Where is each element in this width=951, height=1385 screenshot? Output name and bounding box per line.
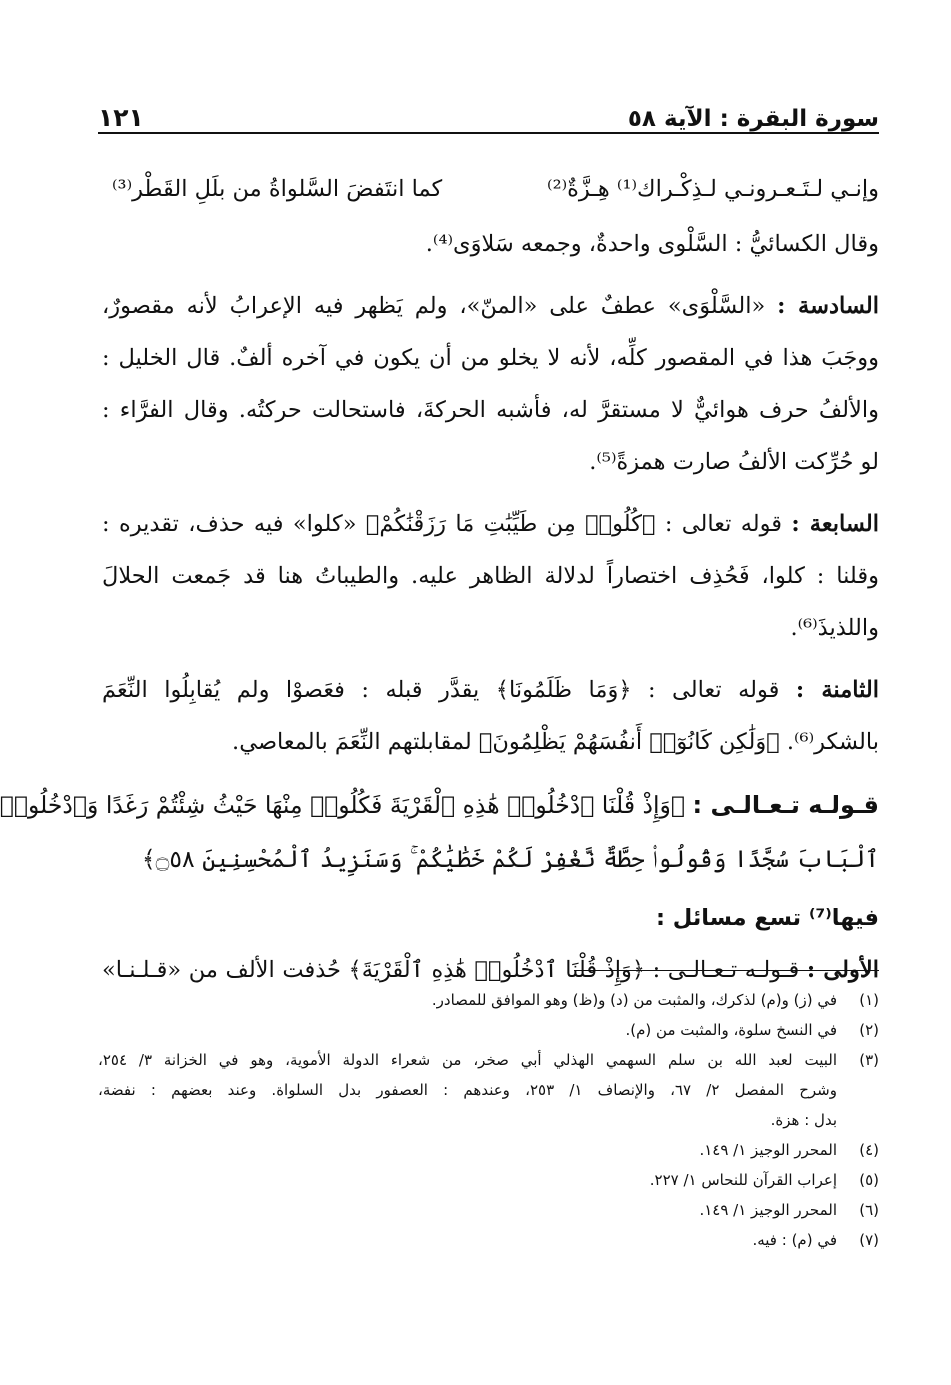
footnote-text: إعراب القرآن للنحاس ١/ ٢٢٧.: [649, 1171, 837, 1189]
surah-verse-title: سورة البقرة : الآية ٥٨: [627, 106, 879, 132]
paragraph-sixth-line: [102, 280, 879, 332]
footnote: [98, 1195, 879, 1225]
footnotes: [98, 985, 879, 1255]
header-divider: [98, 132, 879, 134]
issue-label-sixth: السادسة :: [777, 293, 880, 319]
footnote-number: (٥): [859, 1171, 879, 1189]
text-line: وقلنا : كلوا، فَحُذِف اختصاراً لدلالة الظاهر عليه. والطيباتُ هنا قد جَمعت الحلالَ: [102, 563, 879, 589]
footnote: [98, 985, 879, 1015]
footnote-number: (٢): [859, 1021, 879, 1039]
text-line: قوله تعالى : ﴿وَمَا ظَلَمُونَا﴾ يقدَّر قبله : فعَصوْا ولم يُقابِلُوا النِّعَمَ: [102, 677, 780, 703]
poem-hemistich-second: كما انتَفضَ السَّلواةُ من بلَلِ القَطْر⁽³⁾: [112, 176, 443, 202]
text-line: والألفُ حرف هوائيٌّ لا مستقرَّ له، فأشبه الحركةَ، فاستحالت حركتُه. وقال الفرَّاء :: [102, 397, 879, 423]
text-line: لو حُرِّكت الألفُ صارت همزةً⁽⁵⁾.: [589, 449, 879, 475]
footnote-text: في النسخ سلوة، والمثبت من (م).: [625, 1021, 837, 1039]
page-number: ١٢١: [98, 103, 144, 132]
quran-verse-line-1: [0, 778, 879, 832]
footnote-number: (٤): [859, 1141, 879, 1159]
footnote-text: بدل : هزة.: [770, 1111, 837, 1129]
footnote-number: (١): [859, 991, 879, 1009]
issue-label-eighth: الثامنة :: [795, 677, 880, 703]
text-line: بالشكر⁽⁶⁾. ﴿وَلَٰكِن كَانُوٓا۟ أَنفُسَهُمْ يَظْلِمُونَ﴾ لمقابلتهم النِّعَمَ بالمعاصي.: [232, 729, 879, 755]
text-line: قوله تعالى : ﴿كُلُوا۟ مِن طَيِّبَٰتِ مَا رَزَقْنَٰكُمْ﴾ «كلوا» فيه حذف، تقديره :: [102, 511, 783, 537]
footnote-text: وشرح المفصل ٢/ ٦٧، والإنصاف ١/ ٢٥٣، وعندهم : العصفور بدل السلواة. وعند بعضهم : نفضة،: [98, 1081, 837, 1099]
issue-label-seventh: السابعة :: [791, 511, 879, 537]
text-line: واللذيذَ⁽⁶⁾.: [790, 615, 879, 641]
text-line: قـولـه تـعـالـى : ﴿وَإِذْ قُلْنَا ٱدْخُلُوا۟ هَٰذِهِ ٱلْقَرْيَةَ﴾ حُذفت الألف من «قـلـنـا»: [102, 957, 800, 983]
footnote-number: (٧): [859, 1231, 879, 1249]
footnote: [98, 1015, 879, 1045]
footnote-divider: [574, 970, 879, 971]
main-text: [0, 160, 880, 996]
footnote-text: البيت لعبد الله بن سلم السهمي الهذلي أبي صخر، من شعراء الدولة الأموية، وهو في الخزانة ٣/ ٢٥٤،: [98, 1051, 837, 1069]
footnote-number: (٣): [859, 1051, 879, 1069]
footnote-text: المحرر الوجيز ١/ ١٤٩.: [699, 1201, 837, 1219]
text-line: ووجَبَ هذا في المقصور كلِّه، لأنه لا يخلو من أن يكون في آخره ألفٌ. قال الخليل :: [102, 345, 879, 371]
issue-label-first: الأولى :: [806, 957, 879, 983]
footnote: [98, 1045, 879, 1135]
paragraph-seventh-line: [102, 498, 879, 550]
footnote-text: في (ز) و(م) لذكرك، والمثبت من (د) و(ظ) وهو الموافق للمصادر.: [431, 991, 837, 1009]
footnote-text: المحرر الوجيز ١/ ١٤٩.: [699, 1141, 837, 1159]
poem-verse: [102, 160, 879, 218]
poem-hemistich-first: وإنـي لـتَـعـرونـي لـذِكْـراك⁽¹⁾ هِـزَّةٌ⁽²⁾: [547, 176, 879, 202]
verse-text: ﴿وَإِذْ قُلْنَا ٱدْخُلُوا۟ هَٰذِهِ ٱلْقَرْيَةَ فَكُلُوا۟ مِنْهَا حَيْثُ شِئْتُمْ رَغَدًا وَٱدْخُلُوا۟: [0, 791, 685, 819]
text-line: «السَّلْوَى» عطفٌ على «المنّ»، ولم يَظهر فيه الإعرابُ لأنه مقصورٌ،: [102, 293, 766, 319]
footnote-number: (٦): [859, 1201, 879, 1219]
quran-verse-line-2: ٱلْبَابَ سُجَّدًا وَقُولُوا۟ حِطَّةٌ نَّغْفِرْ لَكُمْ خَطَٰيَٰكُمْ ۚ وَسَنَزِيدُ ٱلْمُحْسِنِينَ ۝٥٨﴾: [141, 845, 879, 873]
footnote: [98, 1135, 879, 1165]
footnote-text: في (م) : فيه.: [752, 1231, 837, 1249]
issues-count-heading: فيها⁽⁷⁾ تسع مسائل :: [655, 905, 879, 931]
footnote: [98, 1225, 879, 1255]
paragraph-eighth-line: [102, 664, 879, 716]
running-header: [98, 92, 879, 132]
qawluhu-label: قـولـه تـعـالـى :: [692, 791, 879, 819]
text-line: وقال الكسائيُّ : السَّلْوى واحدةٌ، وجمعه سَلاوَى⁽⁴⁾.: [425, 231, 879, 257]
footnote: [98, 1165, 879, 1195]
